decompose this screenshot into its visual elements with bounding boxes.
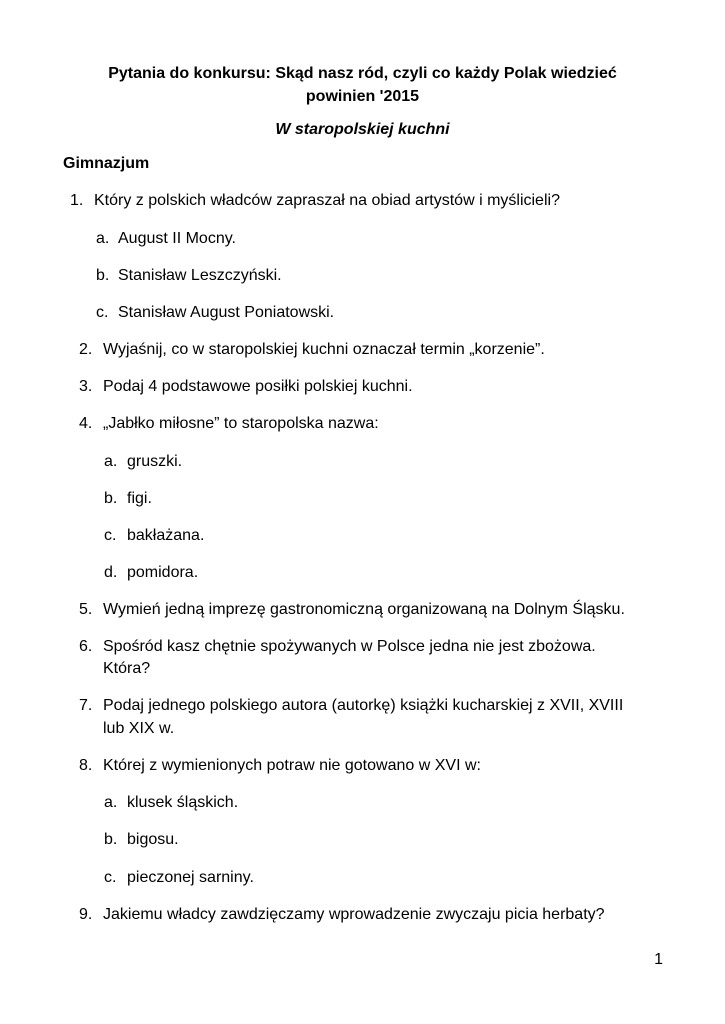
question-number: 1. (70, 192, 84, 209)
question-number: 2. (79, 341, 93, 358)
question-1-option-a (96, 227, 236, 251)
question-2 (79, 338, 545, 362)
question-text: Jakiemu władcy zawdzięczamy wprowadzenie zwyczaju picia herbaty? (103, 906, 605, 923)
option-text: bigosu. (127, 831, 179, 848)
option-label: a. (104, 794, 118, 811)
option-text: klusek śląskich. (127, 794, 239, 811)
question-1-option-c (96, 301, 335, 325)
question-number: 8. (79, 757, 93, 774)
question-text: Której z wymienionych potraw nie gotowano w XVI w: (103, 757, 481, 774)
option-label: b. (104, 490, 118, 507)
title-line-2: powinien '2015 (305, 88, 420, 105)
question-text-continued: lub XIX w. (103, 720, 175, 737)
question-text: Podaj jednego polskiego autora (autorkę) książki kucharskiej z XVII, XVIII (103, 697, 624, 714)
question-5 (79, 598, 625, 622)
question-number: 5. (79, 601, 93, 618)
question-8 (79, 754, 481, 778)
question-3 (79, 375, 413, 399)
question-1 (70, 189, 560, 213)
question-text: „Jabłko miłosne” to staropolska nazwa: (103, 415, 379, 432)
page-number: 1 (654, 951, 663, 968)
question-text-continued: Która? (103, 660, 151, 677)
question-4-option-d (104, 561, 199, 585)
title-line-1: Pytania do konkursu: Skąd nasz ród, czyli co każdy Polak wiedzieć (108, 65, 617, 82)
question-6 (79, 635, 596, 677)
option-text: figi. (127, 490, 152, 507)
question-number: 7. (79, 697, 93, 714)
option-label: d. (104, 564, 118, 581)
question-8-option-a (104, 791, 239, 815)
option-text: August II Mocny. (118, 230, 236, 247)
option-label: c. (104, 869, 117, 886)
option-text: Stanisław Leszczyński. (118, 267, 282, 284)
question-4-option-b (104, 487, 152, 511)
question-8-option-c (104, 866, 254, 890)
section-heading: Gimnazjum (63, 155, 150, 172)
option-label: b. (104, 831, 118, 848)
question-text: Podaj 4 podstawowe posiłki polskiej kuchni. (103, 378, 413, 395)
question-8-option-b (104, 828, 179, 852)
question-4-option-c (104, 524, 205, 548)
option-label: a. (104, 453, 118, 470)
question-1-option-b (96, 264, 282, 288)
option-label: c. (104, 527, 117, 544)
question-number: 9. (79, 906, 93, 923)
option-text: pomidora. (127, 564, 199, 581)
question-4 (79, 412, 379, 436)
option-text: gruszki. (127, 453, 183, 470)
question-text: Wyjaśnij, co w staropolskiej kuchni oznaczał termin „korzenie”. (103, 341, 545, 358)
option-label: a. (96, 230, 110, 247)
question-number: 4. (79, 415, 93, 432)
option-label: c. (96, 304, 109, 321)
question-text: Wymień jedną imprezę gastronomiczną organizowaną na Dolnym Śląsku. (103, 601, 625, 618)
document-title (60, 62, 665, 108)
question-7 (79, 694, 624, 737)
question-text: Spośród kasz chętnie spożywanych w Polsce jedna nie jest zbożowa. (103, 638, 596, 655)
question-text: Który z polskich władców zapraszał na obiad artystów i myślicieli? (94, 192, 560, 209)
question-number: 3. (79, 378, 93, 395)
option-text: Stanisław August Poniatowski. (118, 304, 335, 321)
option-text: pieczonej sarniny. (127, 869, 254, 886)
question-number: 6. (79, 638, 93, 655)
question-9 (79, 903, 605, 927)
option-label: b. (96, 267, 110, 284)
question-4-option-a (104, 450, 183, 474)
document-subtitle: W staropolskiej kuchni (275, 121, 450, 138)
option-text: bakłażana. (127, 527, 205, 544)
